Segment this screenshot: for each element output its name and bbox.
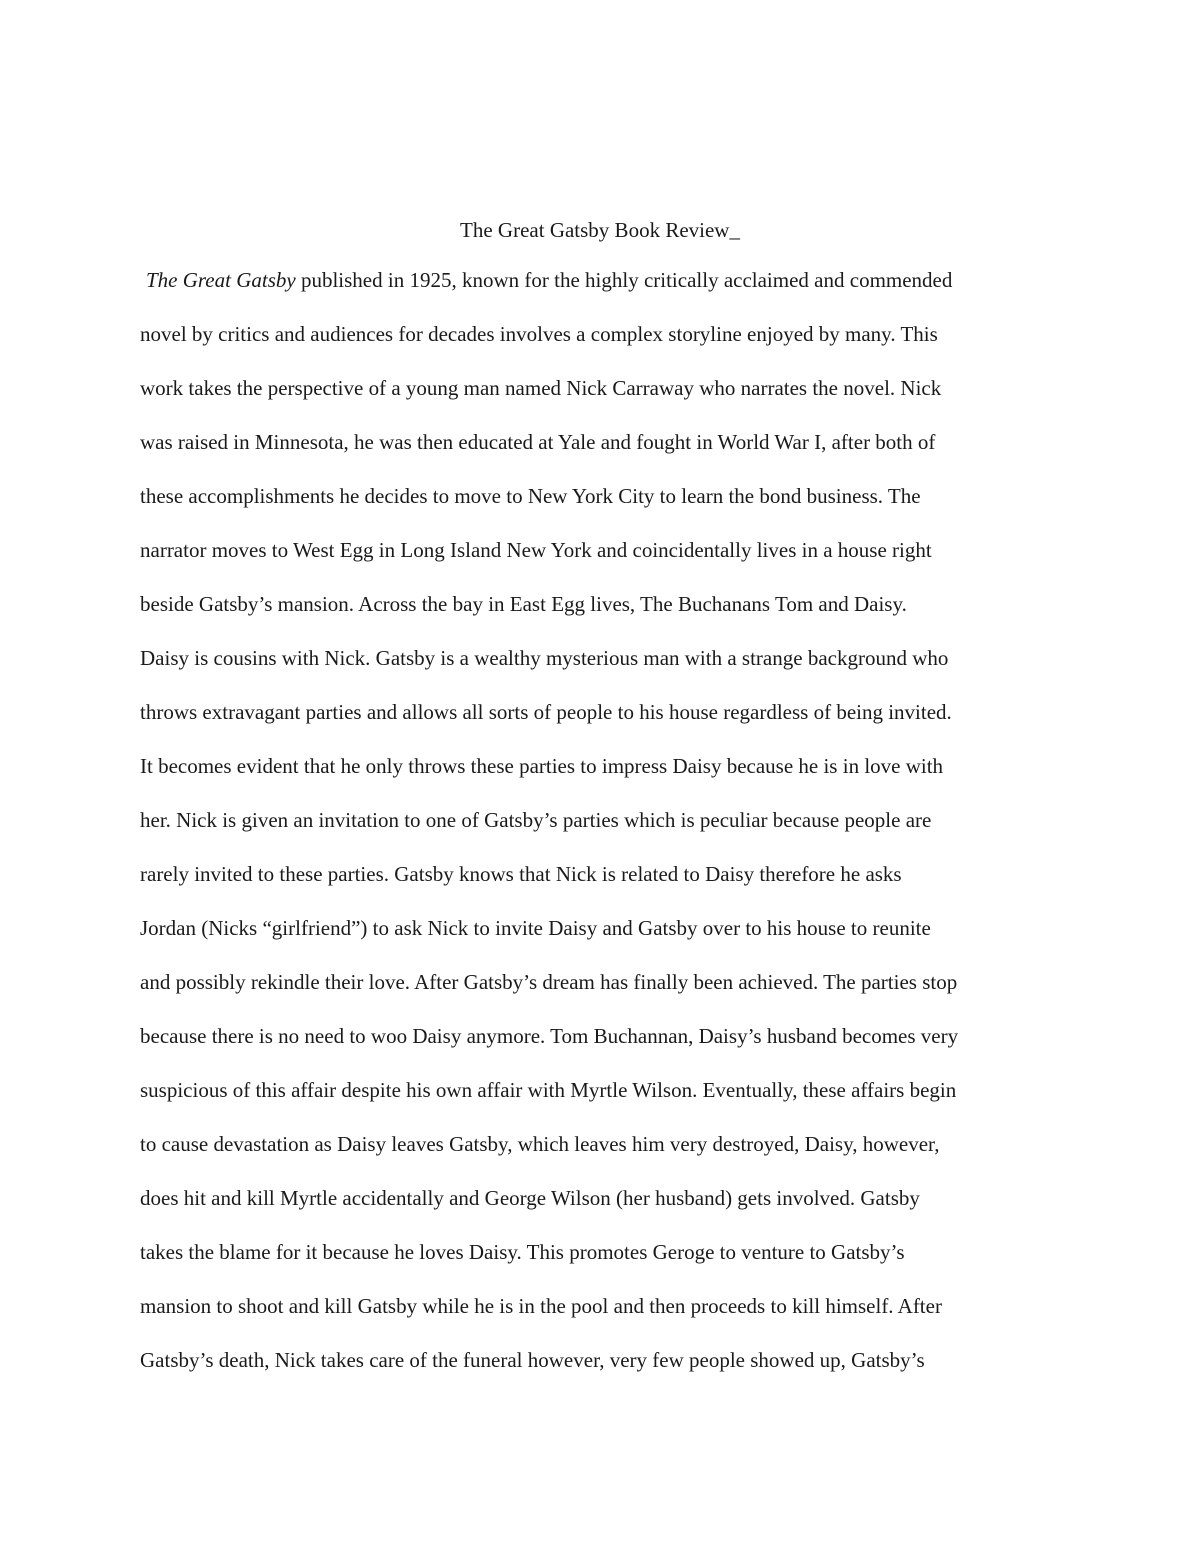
body-line: Gatsby’s death, Nick takes care of the funeral however, very few people showed up, Gatsby’s	[140, 1348, 925, 1372]
body-line: It becomes evident that he only throws these parties to impress Daisy because he is in love with	[140, 754, 944, 778]
body-line: and possibly rekindle their love. After Gatsby’s dream has finally been achieved. The parties stop	[140, 970, 958, 994]
body-line: rarely invited to these parties. Gatsby knows that Nick is related to Daisy therefore he asks	[140, 862, 902, 886]
body-line: mansion to shoot and kill Gatsby while he is in the pool and then proceeds to kill himself. After	[140, 1294, 942, 1318]
body-line: was raised in Minnesota, he was then educated at Yale and fought in World War I, after both of	[140, 430, 936, 454]
document-body	[140, 264, 1070, 1398]
body-line: suspicious of this affair despite his own affair with Myrtle Wilson. Eventually, these affairs begin	[140, 1078, 957, 1102]
body-line: Jordan (Nicks “girlfriend”) to ask Nick to invite Daisy and Gatsby over to his house to reunite	[140, 916, 931, 940]
body-line: novel by critics and audiences for decades involves a complex storyline enjoyed by many. This	[140, 322, 938, 346]
body-line: takes the blame for it because he loves Daisy. This promotes Geroge to venture to Gatsby’s	[140, 1240, 905, 1264]
first-line-rest: published in 1925, known for the highly critically acclaimed and commended	[295, 268, 953, 292]
body-line: to cause devastation as Daisy leaves Gatsby, which leaves him very destroyed, Daisy, however,	[140, 1132, 940, 1156]
document-title: The Great Gatsby Book Review_	[460, 218, 740, 242]
body-line: Daisy is cousins with Nick. Gatsby is a wealthy mysterious man with a strange background who	[140, 646, 949, 670]
body-line: narrator moves to West Egg in Long Island New York and coincidentally lives in a house right	[140, 538, 932, 562]
body-line: because there is no need to woo Daisy anymore. Tom Buchannan, Daisy’s husband becomes very	[140, 1024, 959, 1048]
body-line: these accomplishments he decides to move to New York City to learn the bond business. The	[140, 484, 921, 508]
body-line: beside Gatsby’s mansion. Across the bay in East Egg lives, The Buchanans Tom and Daisy.	[140, 592, 907, 616]
body-line: her. Nick is given an invitation to one of Gatsby’s parties which is peculiar because people are	[140, 808, 932, 832]
body-line: does hit and kill Myrtle accidentally and George Wilson (her husband) gets involved. Gatsby	[140, 1186, 920, 1210]
body-line: work takes the perspective of a young man named Nick Carraway who narrates the novel. Nick	[140, 376, 942, 400]
body-line	[140, 264, 1070, 318]
book-title-italic: The Great Gatsby	[146, 268, 296, 292]
body-line: throws extravagant parties and allows all sorts of people to his house regardless of being invited.	[140, 700, 952, 724]
